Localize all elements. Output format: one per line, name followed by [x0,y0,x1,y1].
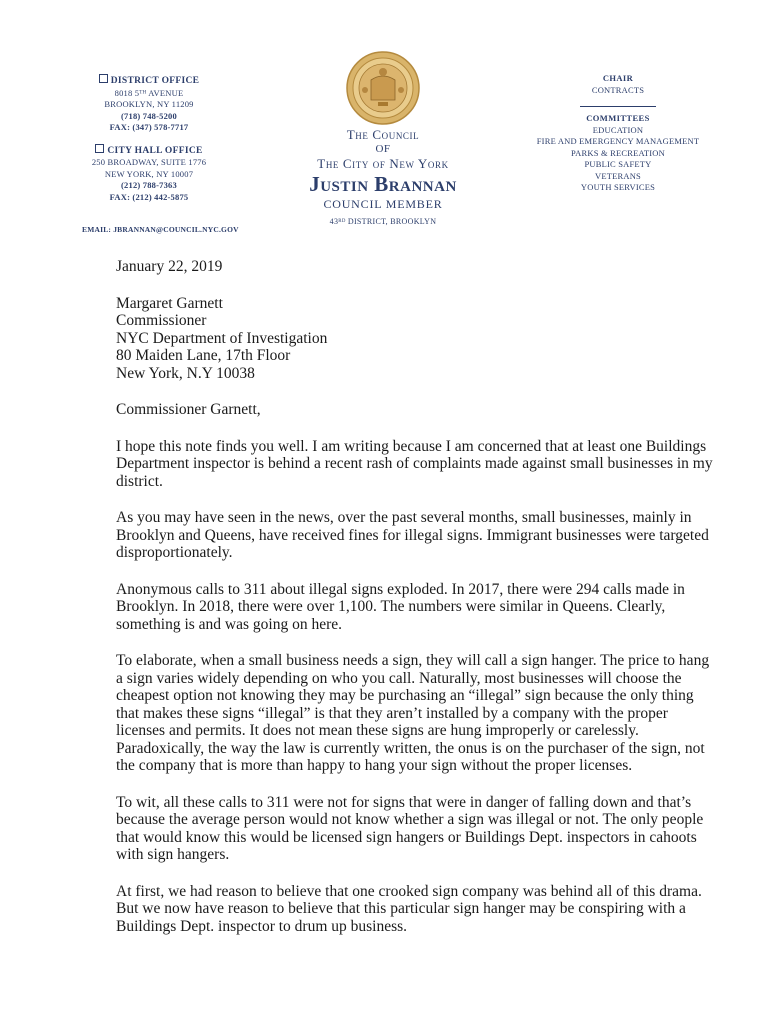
member-title: COUNCIL MEMBER [323,197,443,211]
member-district: 43ᴿᴰ DISTRICT, BROOKLYN [329,217,437,226]
council-name-line1: The Council [346,127,420,142]
committee-item: EDUCATION [592,124,644,135]
recipient-line: NYC Department of Investigation [116,329,328,347]
recipient-line: New York, N.Y 10038 [116,364,255,382]
city-seal-icon [345,50,421,126]
district-office-title: DISTRICT OFFICE [110,76,200,86]
city-hall-office [70,144,228,204]
member-name: Justin Brannan [309,172,457,196]
recipient-line: Commissioner [116,312,207,329]
email-address: EMAIL: JBRANNAN@COUNCIL.NYC.GOV [82,225,239,234]
letter-date: January 22, 2019 [116,258,223,275]
chair-label: CHAIR [602,73,634,83]
member-block [280,127,486,226]
letter-body [116,258,716,954]
letter-paragraph: Anonymous calls to 311 about illegal signs exploded. In 2017, there were 294 calls made in Brooklyn. In 2018, there were over 1,100. The numbers were similar in Queens. Clearly, something is and was going on here. [116,580,685,633]
recipient-address [116,295,716,383]
salutation: Commissioner Garnett, [116,401,261,418]
district-office-phone: (718) 748-5200 [121,110,177,121]
city-hall-office-street: 250 BROADWAY, SUITE 1776 [91,157,207,167]
letter-paragraph: As you may have seen in the news, over the past several months, small businesses, mainly in Brooklyn and Queens, have received fines for illegal signs. Immigrant businesses were targeted disproportionately. [116,509,709,561]
committee-item: FIRE AND EMERGENCY MANAGEMENT [536,136,700,146]
committee-item: PUBLIC SAFETY [584,159,652,169]
district-office-fax: FAX: (347) 578-7717 [109,122,189,132]
district-office-street: 8018 5ᵀᴴ AVENUE [114,87,184,98]
letter-paragraph: To wit, all these calls to 311 were not for signs that were in danger of falling down and that’s because the average person would not know whether a sign was illegal or not. The only people that would know this would be licensed sign hangers or Buildings Dept. inspectors in cahoots with sign hangers. [116,793,704,863]
letter-paragraph: To elaborate, when a small business needs a sign, they will call a sign hanger. The price to hang a sign varies widely depending on who you call. Naturally, most businesses will choose the cheapest option not knowing they may be purchasing an “illegal” sign because the only thing that makes these signs “illegal” is that they aren’t installed by a company with the proper licenses and permits. It does not mean these signs are hung improperly or carelessly. Paradoxically, the way the law is currently written, the onus is on the purchaser of the sign, not the company that is more than happy to hang your sign without the proper licenses. [116,652,710,774]
committee-list [524,73,712,194]
checkbox-icon [99,74,108,83]
letter-paragraph: At first, we had reason to believe that one crooked sign company was behind all of this drama. But we now have reason to believe that this particular sign hanger may be conspiring with a Buildings Dept. inspector to drum up business. [116,882,702,935]
committee-item: YOUTH SERVICES [580,182,656,192]
council-name-of: OF [375,143,391,155]
district-office-city: BROOKLYN, NY 11209 [104,99,194,109]
letter-paragraph: I hope this note finds you well. I am writing because I am concerned that at least one Buildings Department inspector is behind a recent rash of complaints made against small businesses in my district. [116,437,713,490]
city-hall-office-phone: (212) 788-7363 [121,180,177,190]
city-hall-office-fax: FAX: (212) 442-5875 [109,191,189,202]
divider [580,106,656,107]
checkbox-icon [95,144,104,153]
committees-label: COMMITTEES [586,113,650,123]
city-hall-office-title: CITY HALL OFFICE [107,145,203,156]
city-hall-office-city: NEW YORK, NY 10007 [104,168,194,179]
district-office [70,74,228,134]
committee-item: VETERANS [595,170,641,181]
council-name-line2: The City of New York [317,156,449,171]
recipient-line: Margaret Garnett [116,294,223,312]
recipient-line: 80 Maiden Lane, 17th Floor [116,347,291,364]
chair-committee: CONTRACTS [591,84,645,95]
committee-item: PARKS & RECREATION [571,147,665,158]
office-addresses [70,74,228,203]
